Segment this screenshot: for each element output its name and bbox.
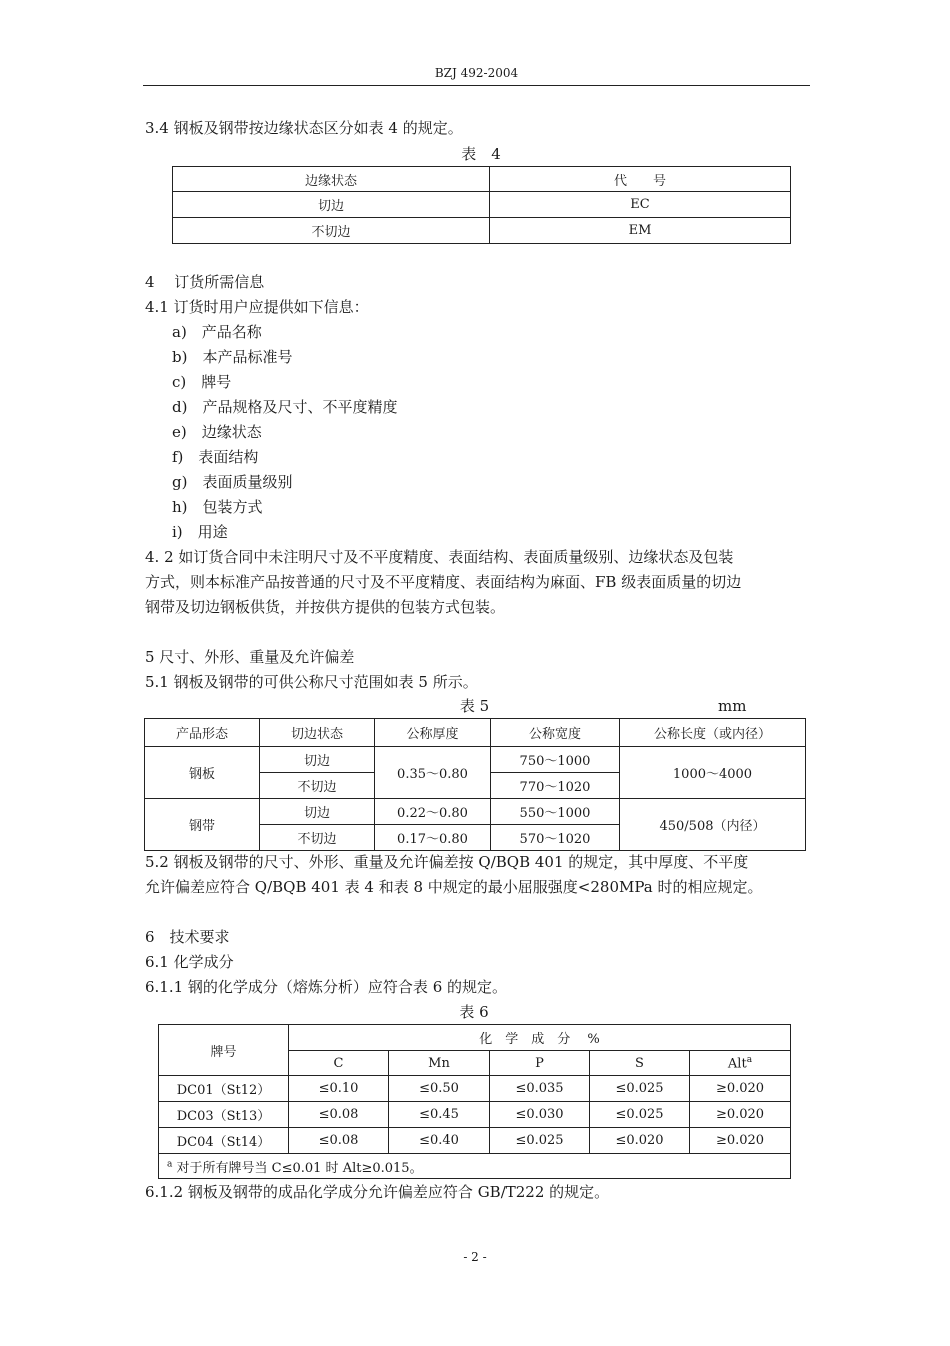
- section-4-title: 4 订货所需信息: [145, 273, 265, 291]
- table-6-cell: ≤0.10: [289, 1076, 389, 1102]
- table-5-header: 产品形态: [145, 719, 260, 747]
- table-6-cell: ≤0.45: [389, 1102, 490, 1128]
- table-5-cell: 钢带: [145, 799, 260, 851]
- table-5-cell: 0.22～0.80: [375, 799, 491, 825]
- footnote-text: 对于所有牌号当 C≤0.01 时 Alt≥0.015。: [172, 1160, 423, 1176]
- clause-5-2-line: 允许偏差应符合 Q/BQB 401 表 4 和表 8 中规定的最小屈服强度<280MPa 时的相应规定。: [145, 878, 763, 896]
- list-item: i) 用途: [172, 523, 228, 541]
- table-4-cell: 切边: [173, 192, 490, 218]
- table-6-footnote: [159, 1154, 791, 1179]
- table-4-header: 代 号: [490, 167, 791, 192]
- table-5-cell: 钢板: [145, 747, 260, 799]
- clause-4-2-line: 4. 2 如订货合同中未注明尺寸及不平度精度、表面结构、表面质量级别、边缘状态及包装: [145, 548, 734, 566]
- clause-5-1: 5.1 钢板及钢带的可供公称尺寸范围如表 5 所示。: [145, 673, 478, 691]
- clause-3-4: 3.4 钢板及钢带按边缘状态区分如表 4 的规定。: [145, 119, 463, 137]
- table-6-element-header: S: [590, 1051, 690, 1076]
- table-6-cell: ≤0.030: [490, 1102, 590, 1128]
- table-4-header: 边缘状态: [173, 167, 490, 192]
- table-6-cell: ≥0.020: [690, 1128, 791, 1154]
- list-item: f) 表面结构: [172, 448, 259, 466]
- section-5-title: 5 尺寸、外形、重量及允许偏差: [145, 648, 355, 666]
- table-6-cell: DC03（St13）: [159, 1102, 289, 1128]
- table-6-cell: DC01（St12）: [159, 1076, 289, 1102]
- table-6-cell: ≤0.025: [590, 1076, 690, 1102]
- table-5-header: 公称厚度: [375, 719, 491, 747]
- section-6-title: 6 技术要求: [145, 928, 230, 946]
- list-item: h) 包装方式: [172, 498, 263, 516]
- table-5-cell: 0.35～0.80: [375, 747, 491, 799]
- clause-6-1-2: 6.1.2 钢板及钢带的成品化学成分允许偏差应符合 GB/T222 的规定。: [145, 1183, 610, 1201]
- table-6-caption: 表 6: [459, 1003, 489, 1021]
- clause-6-1-1: 6.1.1 钢的化学成分（熔炼分析）应符合表 6 的规定。: [145, 978, 508, 996]
- list-item: d) 产品规格及尺寸、不平度精度: [172, 398, 398, 416]
- table-6-cell: ≤0.40: [389, 1128, 490, 1154]
- table-6-cell: ≥0.020: [690, 1102, 791, 1128]
- table-6-element-header-alt: [690, 1051, 791, 1076]
- clause-4-2-line: 方式，则本标准产品按普通的尺寸及不平度精度、表面结构为麻面、FB 级表面质量的切边: [145, 573, 742, 591]
- table-6-cell: ≤0.025: [590, 1102, 690, 1128]
- table-5-unit: mm: [718, 697, 747, 715]
- clause-5-2-line: 5.2 钢板及钢带的尺寸、外形、重量及允许偏差按 Q/BQB 401 的规定，其中厚度、不平度: [145, 853, 749, 871]
- header-rule: [143, 85, 810, 86]
- table-6-cell: ≤0.035: [490, 1076, 590, 1102]
- table-5-cell: 550～1000: [491, 799, 620, 825]
- footnote-mark: a: [167, 1159, 173, 1170]
- table-5-cell: 切边: [260, 799, 375, 825]
- table-5-cell: 750～1000: [491, 747, 620, 773]
- table-5-header: 公称长度（或内径）: [620, 719, 806, 747]
- table-4: [172, 166, 791, 244]
- table-4-caption: 表 4: [461, 145, 501, 163]
- header-standard-code: BZJ 492-2004: [434, 66, 519, 80]
- table-6-cell: DC04（St14）: [159, 1128, 289, 1154]
- table-5-cell: 0.17～0.80: [375, 825, 491, 851]
- table-5-caption: 表 5: [459, 697, 490, 715]
- table-5-cell: 不切边: [260, 825, 375, 851]
- page-number: - 2 -: [463, 1250, 487, 1264]
- table-6-element-header: Mn: [389, 1051, 490, 1076]
- table-5: [144, 718, 806, 851]
- table-6-cell: ≤0.020: [590, 1128, 690, 1154]
- table-6-cell: ≥0.020: [690, 1076, 791, 1102]
- table-6-cell: ≤0.025: [490, 1128, 590, 1154]
- table-6-cell: ≤0.08: [289, 1102, 389, 1128]
- table-5-cell: 1000～4000: [620, 747, 806, 799]
- table-5-cell: 不切边: [260, 773, 375, 799]
- table-6-cell: ≤0.08: [289, 1128, 389, 1154]
- table-5-header: 公称宽度: [491, 719, 620, 747]
- table-6-cell: ≤0.50: [389, 1076, 490, 1102]
- footnote-mark: a: [746, 1054, 753, 1065]
- table-4-cell: EM: [490, 218, 791, 244]
- list-item: b) 本产品标准号: [172, 348, 293, 366]
- table-5-cell: 450/508（内径）: [620, 799, 806, 851]
- table-5-cell: 570～1020: [491, 825, 620, 851]
- table-5-header: 切边状态: [260, 719, 375, 747]
- table-4-cell: EC: [490, 192, 791, 218]
- clause-4-1: 4.1 订货时用户应提供如下信息：: [145, 298, 369, 316]
- table-6: [158, 1024, 791, 1179]
- table-6-element-header: C: [289, 1051, 389, 1076]
- table-5-cell: 770～1020: [491, 773, 620, 799]
- table-4-cell: 不切边: [173, 218, 490, 244]
- list-item: g) 表面质量级别: [172, 473, 293, 491]
- list-item: e) 边缘状态: [172, 423, 262, 441]
- table-5-cell: 切边: [260, 747, 375, 773]
- clause-4-2-line: 钢带及切边钢板供货，并按供方提供的包装方式包装。: [145, 598, 506, 616]
- table-6-element-header: P: [490, 1051, 590, 1076]
- table-6-composition-header: 化 学 成 分 %: [289, 1025, 791, 1051]
- element-label: Alt: [727, 1056, 747, 1072]
- clause-6-1: 6.1 化学成分: [145, 953, 234, 971]
- table-6-grade-header: 牌号: [159, 1025, 289, 1076]
- list-item: a) 产品名称: [172, 323, 262, 341]
- list-item: c) 牌号: [172, 373, 232, 391]
